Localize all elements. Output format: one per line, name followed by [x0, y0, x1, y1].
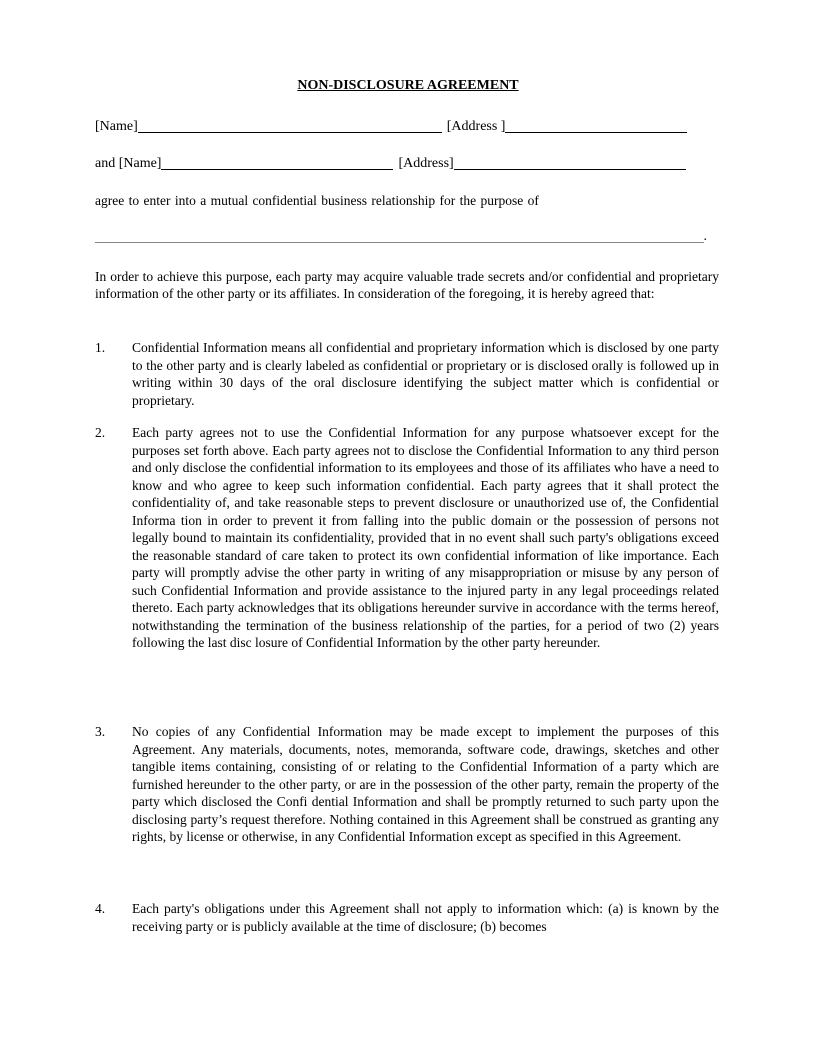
purpose-line	[95, 228, 707, 245]
party-one-line	[95, 118, 687, 135]
clause-text: No copies of any Confidential Information may be made except to implement the purposes of this Agreement. Any materials, documents, notes, memoranda, software code, drawings, sketches and other tangible items containing, consisting of or relating to the Confidential Information of a party which are furnished hereunder to the other party, or are in the possession of the other party, remain the property of the party which disclosed the Confi dential Information and shall be promptly returned to such party upon the disclosing party’s request therefore. Nothing contained in this Agreement shall be construed as granting any rights, by license or otherwise, in any Confidential Information except as specified in this Agreement.	[132, 724, 719, 844]
party-two-address-label: [Address]	[398, 156, 454, 171]
document-title: NON-DISCLOSURE AGREEMENT	[297, 78, 519, 93]
clause-1	[95, 339, 719, 409]
party-one-name-field[interactable]	[138, 118, 442, 133]
clause-number: 4.	[95, 901, 106, 916]
party-two-name-field[interactable]	[161, 155, 393, 170]
clause-text: Each party's obligations under this Agreement shall not apply to information which: (a) is known by the receiving party or is publicly available at the time of disclosure; (b) becomes	[132, 901, 719, 934]
clause-text: Confidential Information means all confidential and proprietary information which is disclosed by one party to the other party and is clearly labeled as confidential or proprietary or is disclosed orally is followed up in writing within 30 days of the oral disclosure identifying the subject matter which is confidential or proprietary.	[132, 340, 719, 408]
clause-2	[95, 424, 719, 652]
purpose-field[interactable]	[95, 228, 704, 243]
clause-number: 3.	[95, 724, 106, 739]
clause-text: Each party agrees not to use the Confidential Information for any purpose whatsoever except for the purposes set forth above. Each party agrees not to disclose the Confidential Information to any third person and only disclose the confidential information to its employees and those of its affiliates who have a need to know and who agree to keep such information confidential. Each party agrees that it shall protect the confidentiality of, and take reasonable steps to prevent disclosure or unauthorized use of, the Confidential Informa tion in order to prevent it from falling into the public domain or the possession of persons not legally bound to maintain its confidentiality, provided that in no event shall such party's obligations exceed the reasonable standard of care taken to protect its own confidential information of like importance. Each party will promptly advise the other party in writing of any misappropriation or misuse by any person of such Confidential Information and provide assistance to the injured party in any legal proceedings related thereto. Each party acknowledges that its obligations hereunder survive in accordance with the terms hereof, notwithstanding the termination of the business relationship of the parties, for a period of two (2) years following the last disc losure of Confidential Information by the other party hereunder.	[132, 425, 719, 650]
clause-number: 1.	[95, 340, 106, 355]
party-one-address-label: [Address ]	[446, 119, 506, 134]
clause-3	[95, 723, 719, 846]
party-one-name-label: [Name]	[95, 119, 138, 134]
clause-4	[95, 900, 719, 935]
party-one-address-field[interactable]	[505, 118, 687, 133]
party-two-line	[95, 155, 686, 172]
intro-paragraph: agree to enter into a mutual confidential business relationship for the purpose of	[95, 193, 539, 208]
party-two-address-field[interactable]	[454, 155, 686, 170]
purpose-period: .	[703, 229, 707, 244]
party-two-name-label: and [Name]	[95, 156, 162, 171]
clause-number: 2.	[95, 425, 106, 440]
consideration-paragraph: In order to achieve this purpose, each party may acquire valuable trade secrets and/or confidential and proprietary information of the other party or its affiliates. In consideration of the foregoing, it is hereby agreed that:	[95, 269, 719, 302]
